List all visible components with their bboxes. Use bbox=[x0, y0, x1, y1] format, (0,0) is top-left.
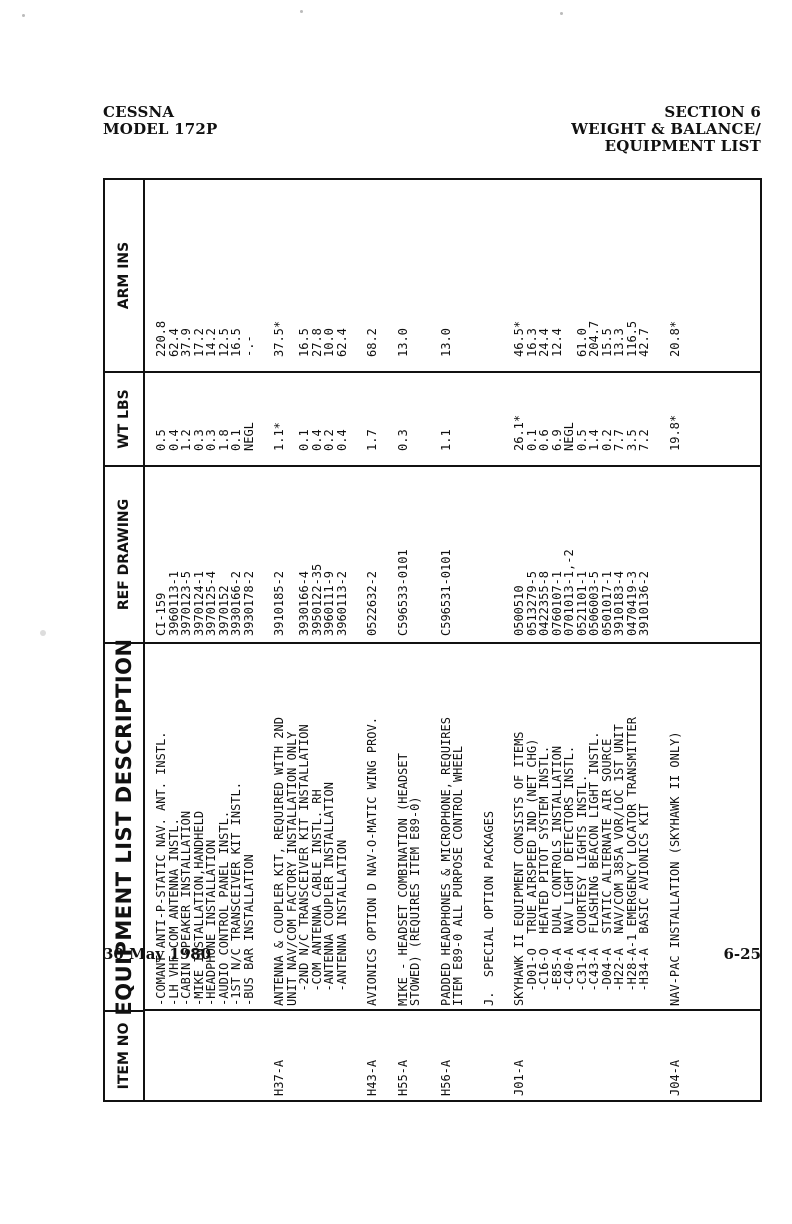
cell-line: 0701013-1,-2 bbox=[562, 549, 576, 636]
cell-line: J. SPECIAL OPTION PACKAGES bbox=[481, 810, 496, 1006]
cell-line bbox=[483, 465, 496, 636]
cell-line: 3930178-2 bbox=[241, 570, 256, 636]
cell-line: 16.5 bbox=[229, 328, 243, 357]
cell-line bbox=[483, 180, 496, 357]
cell-line: 0.6 bbox=[537, 429, 551, 451]
model: MODEL 172P bbox=[103, 120, 218, 138]
cell-line: 61.0 bbox=[574, 328, 589, 357]
cell-line: 116.5 bbox=[624, 320, 639, 357]
cell-line bbox=[669, 465, 682, 636]
cell-line: 0.4 bbox=[334, 429, 349, 451]
cell-line: 13.0 bbox=[395, 328, 410, 357]
cell-line bbox=[563, 180, 576, 357]
item-no-cell bbox=[440, 1010, 465, 1100]
column-header-wt-lbs: WT LBS bbox=[105, 371, 143, 465]
cell-line: 3950122-35 bbox=[309, 563, 324, 636]
arm-cell bbox=[483, 180, 496, 371]
cell-line: 3.5 bbox=[624, 429, 639, 451]
cell-line: 17.2 bbox=[191, 328, 206, 357]
cell-line: 0.3 bbox=[395, 429, 410, 451]
cell-line: 0422355-8 bbox=[537, 570, 551, 636]
description-cell bbox=[366, 642, 379, 1010]
cell-line: 16.3 bbox=[524, 328, 539, 357]
cell-line: ITEM E89-0 ALL PURPOSE CONTROL WHEEL bbox=[451, 745, 465, 1006]
cell-line: 0.2 bbox=[322, 429, 336, 451]
cell-line: 204.7 bbox=[587, 320, 601, 357]
cell-line: 0522632-2 bbox=[365, 570, 379, 636]
cell-line: 24.4 bbox=[537, 328, 551, 357]
cell-line: 0.1 bbox=[229, 429, 243, 451]
cell-line: 220.8 bbox=[154, 320, 168, 357]
weight-cell bbox=[440, 371, 465, 465]
description-cell bbox=[483, 642, 496, 1010]
ref-drawing-cell bbox=[155, 465, 255, 642]
cell-line: -C16-O HEATED PITOT SYSTEM INSTL. bbox=[537, 745, 551, 1006]
ref-drawing-cell bbox=[366, 465, 379, 642]
cell-line: -H28-A-1 EMERGENCY LOCATOR TRANSMITTER bbox=[624, 717, 639, 1006]
cell-line: 62.4 bbox=[334, 328, 349, 357]
cell-line: C596531-0101 bbox=[438, 549, 453, 636]
cell-line: 3970124-1 bbox=[191, 570, 206, 636]
scan-speck bbox=[40, 630, 46, 636]
cell-line: 3960113-2 bbox=[334, 570, 349, 636]
cell-line: -CABIN SPEAKER INSTALLATION bbox=[179, 810, 193, 1006]
cell-line: UNIT NAV/COM FACTORY INSTALLATION ONLY bbox=[284, 731, 299, 1006]
cell-line: 0506003-5 bbox=[587, 570, 601, 636]
cell-line: 1.1* bbox=[272, 422, 286, 451]
manufacturer: CESSNA bbox=[103, 103, 175, 121]
scan-speck bbox=[560, 12, 563, 15]
item-no-cell bbox=[483, 1010, 496, 1100]
cell-line: 0.2 bbox=[599, 429, 614, 451]
cell-line: 0.5 bbox=[574, 429, 589, 451]
item-no-cell bbox=[397, 1010, 422, 1100]
cell-line: 6.9 bbox=[549, 429, 564, 451]
cell-line: 3910183-4 bbox=[612, 570, 626, 636]
cell-line bbox=[483, 1010, 496, 1096]
cell-line: 0760107-1 bbox=[549, 570, 564, 636]
cell-line: -MIKE INSTALLATION,HANDHELD bbox=[191, 810, 206, 1006]
scan-speck bbox=[22, 14, 25, 17]
cell-line: H43-A bbox=[365, 1059, 379, 1096]
cell-line: NAV-PAC INSTALLATION (SKYHAWK II ONLY) bbox=[667, 731, 682, 1006]
cell-line: -COM ANTENNA CABLE INSTL. RH bbox=[309, 789, 324, 1006]
cell-line: 20.8* bbox=[667, 320, 682, 357]
cell-line: 1.8 bbox=[216, 429, 231, 451]
table-row bbox=[440, 180, 465, 1100]
cell-line bbox=[483, 371, 496, 451]
table-row bbox=[513, 180, 651, 1100]
cell-line: SKYHAWK II EQUIPMENT CONSISTS OF ITEMS bbox=[512, 731, 526, 1006]
cell-line: 3910136-2 bbox=[637, 570, 651, 636]
cell-line bbox=[155, 1010, 168, 1096]
column-header-ref-drawing: REF DRAWING bbox=[105, 465, 143, 642]
column-header-arm-ins: ARM INS bbox=[116, 241, 132, 310]
arm-cell bbox=[155, 180, 255, 371]
cell-line: -1ST N/C TRANSCEIVER KIT INSTL. bbox=[229, 782, 243, 1006]
cell-line: 13.3 bbox=[612, 328, 626, 357]
cell-line: -C40-A NAV LIGHT DETECTORS INSTL. bbox=[562, 745, 576, 1006]
item-no-cell bbox=[669, 1010, 682, 1100]
section-number: SECTION 6 bbox=[664, 103, 761, 121]
cell-line: -C43-A FLASHING BEACON LIGHT INSTL. bbox=[587, 731, 601, 1006]
cell-line: AVIONICS OPTION D NAV-O-MATIC WING PROV. bbox=[365, 717, 379, 1006]
cell-line: 37.5* bbox=[272, 320, 286, 357]
cell-line: 15.5 bbox=[599, 328, 614, 357]
column-header-description: EQUIPMENT LIST DESCRIPTION bbox=[105, 642, 143, 1010]
ref-drawing-cell bbox=[513, 465, 651, 642]
cell-line: 27.8 bbox=[309, 328, 324, 357]
cell-line: MIKE - HEADSET COMBINATION (HEADSET bbox=[395, 753, 410, 1006]
cell-line: 68.2 bbox=[365, 328, 379, 357]
column-header-item-no: ITEM NO bbox=[105, 1010, 143, 1100]
arm-cell bbox=[397, 180, 422, 371]
ref-drawing-cell bbox=[273, 465, 348, 642]
cell-line: 7.7 bbox=[612, 429, 626, 451]
item-no-cell bbox=[366, 1010, 379, 1100]
cell-line: 0.1 bbox=[297, 429, 311, 451]
cell-line: -LH VHF COM ANTENNA INSTL. bbox=[166, 818, 181, 1006]
weight-cell bbox=[155, 371, 255, 465]
ref-drawing-cell bbox=[483, 465, 496, 642]
item-no-cell bbox=[273, 1010, 348, 1100]
cell-line: 62.4 bbox=[166, 328, 181, 357]
cell-line: -HEADPHONE INSTALLATION bbox=[204, 839, 218, 1006]
description-cell bbox=[440, 642, 465, 1010]
cell-line: PADDED HEADPHONES & MICROPHONE, REQUIRES bbox=[438, 717, 453, 1006]
cell-line: ANTENNA & COUPLER KIT, REQUIRED WITH 2ND bbox=[272, 717, 286, 1006]
weight-cell bbox=[483, 371, 496, 465]
cell-line: 42.7 bbox=[637, 328, 651, 357]
cell-line: -2ND N/C TRANSCEIVER KIT INSTALLATION bbox=[297, 724, 311, 1006]
cell-line: 0.1 bbox=[524, 429, 539, 451]
cell-line: 3970152 bbox=[216, 585, 231, 636]
cell-line: 3970125-4 bbox=[204, 570, 218, 636]
cell-line: -D04-A STATIC ALTERNATE AIR SOURCE bbox=[599, 738, 614, 1006]
cell-line: 0.4 bbox=[166, 429, 181, 451]
cell-line: 12.4 bbox=[549, 328, 564, 357]
cell-line: 16.5 bbox=[297, 328, 311, 357]
description-cell bbox=[513, 642, 651, 1010]
table-row bbox=[669, 180, 682, 1100]
scan-speck bbox=[300, 10, 303, 13]
weight-cell bbox=[669, 371, 682, 465]
cell-line: 46.5* bbox=[512, 320, 526, 357]
arm-cell bbox=[669, 180, 682, 371]
cell-line: -.- bbox=[241, 335, 256, 357]
cell-line: -COMANT ANTI-P-STATIC NAV. ANT. INSTL. bbox=[154, 731, 168, 1006]
item-no-cell bbox=[513, 1010, 651, 1100]
cell-line: -H22-A NAV/COM 385A VOR/LOC 1ST UNIT bbox=[612, 724, 626, 1006]
cell-line: -C31-A COURTESY LIGHTS INSTL. bbox=[574, 774, 589, 1006]
table-row bbox=[397, 180, 422, 1100]
item-no-cell bbox=[155, 1010, 255, 1100]
cell-line: 3960113-1 bbox=[166, 570, 181, 636]
section-title-2: EQUIPMENT LIST bbox=[604, 137, 761, 155]
cell-line: 0501017-1 bbox=[599, 570, 614, 636]
cell-line: 7.2 bbox=[637, 429, 651, 451]
cell-line: 3930166-2 bbox=[229, 570, 243, 636]
page-number: 6-25 bbox=[723, 945, 761, 963]
cell-line: 26.1* bbox=[512, 414, 526, 451]
description-cell bbox=[273, 642, 348, 1010]
cell-line: 37.9 bbox=[179, 328, 193, 357]
cell-line: CI-159 bbox=[154, 592, 168, 636]
cell-line: 0470419-3 bbox=[624, 570, 639, 636]
arm-cell bbox=[366, 180, 379, 371]
weight-cell bbox=[397, 371, 422, 465]
cell-line: C596533-0101 bbox=[395, 549, 410, 636]
weight-cell bbox=[273, 371, 348, 465]
cell-line: 19.8* bbox=[667, 414, 682, 451]
cell-line: H37-A bbox=[272, 1059, 286, 1096]
cell-line: -E85-A DUAL CONTROLS INSTALLATION bbox=[549, 745, 564, 1006]
cell-line: STOWED) (REQUIRES ITEM E89-0) bbox=[408, 796, 422, 1006]
arm-cell bbox=[440, 180, 465, 371]
cell-line: -H34-A BASIC AVIONICS KIT bbox=[637, 803, 651, 1006]
cell-line: -AUDIO CONTROL PANEL INSTL. bbox=[216, 810, 231, 1006]
section-title-1: WEIGHT & BALANCE/ bbox=[571, 120, 761, 138]
cell-line: 14.2 bbox=[204, 328, 218, 357]
cell-line: 1.2 bbox=[179, 429, 193, 451]
cell-line: 10.0 bbox=[322, 328, 336, 357]
cell-line: -D01-O TRUE AIRSPEED IND (NET CHG) bbox=[524, 738, 539, 1006]
cell-line: -ANTENNA INSTALLATION bbox=[334, 839, 349, 1006]
cell-line: 1.4 bbox=[587, 429, 601, 451]
cell-line: 12.5 bbox=[216, 328, 231, 357]
table-row bbox=[273, 180, 348, 1100]
cell-line: 0521101-1 bbox=[574, 570, 589, 636]
ref-drawing-cell bbox=[669, 465, 682, 642]
ref-drawing-cell bbox=[440, 465, 465, 642]
cell-line: J01-A bbox=[512, 1059, 526, 1096]
cell-line: J04-A bbox=[667, 1059, 682, 1096]
cell-line: 0.3 bbox=[204, 429, 218, 451]
cell-line: NEGL bbox=[241, 422, 256, 451]
header-right bbox=[571, 104, 761, 155]
cell-line: 13.0 bbox=[438, 328, 453, 357]
description-cell bbox=[669, 642, 682, 1010]
cell-line: -ANTENNA COUPLER INSTALLATION bbox=[322, 782, 336, 1006]
cell-line: 1.7 bbox=[365, 429, 379, 451]
table-row bbox=[483, 180, 496, 1100]
cell-line: 3960111-9 bbox=[322, 570, 336, 636]
footer-date: 30 May 1980 bbox=[103, 945, 212, 963]
ref-drawing-cell bbox=[397, 465, 422, 642]
arm-cell bbox=[513, 180, 651, 371]
weight-cell bbox=[513, 371, 651, 465]
cell-line: 3970123-5 bbox=[179, 570, 193, 636]
equipment-list-table bbox=[103, 178, 762, 1102]
header-left bbox=[103, 104, 217, 138]
cell-line: 3930166-4 bbox=[297, 570, 311, 636]
table-rows bbox=[155, 180, 699, 1100]
cell-line: NEGL bbox=[562, 422, 576, 451]
cell-line: 0513279-5 bbox=[524, 570, 539, 636]
cell-line: 1.1 bbox=[438, 429, 453, 451]
cell-line: 0.5 bbox=[154, 429, 168, 451]
cell-line: -BUS BAR INSTALLATION bbox=[241, 854, 256, 1006]
arm-cell bbox=[273, 180, 348, 371]
cell-line: H55-A bbox=[395, 1059, 410, 1096]
cell-line: 0500510 bbox=[512, 585, 526, 636]
cell-line: H56-A bbox=[438, 1059, 453, 1096]
table-row bbox=[366, 180, 379, 1100]
cell-line: 3910185-2 bbox=[272, 570, 286, 636]
cell-line: 0.4 bbox=[309, 429, 324, 451]
cell-line: 0.3 bbox=[191, 429, 206, 451]
description-cell bbox=[397, 642, 422, 1010]
weight-cell bbox=[366, 371, 379, 465]
